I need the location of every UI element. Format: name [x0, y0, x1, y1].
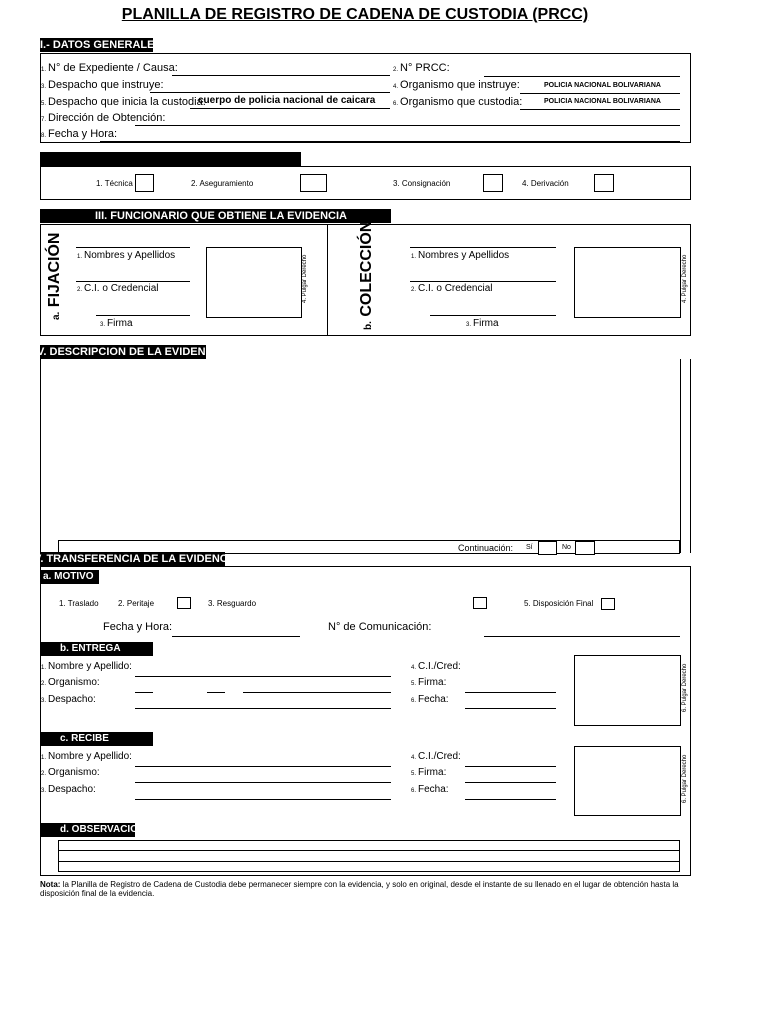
organismo-instruye-value: POLICIA NACIONAL BOLIVARIANA — [544, 82, 661, 89]
field-nro-prcc: 2. N° PRCC: — [393, 62, 450, 74]
recibe-despacho-label: 3. Despacho: — [41, 784, 96, 795]
recibe-fecha-input[interactable] — [465, 799, 556, 800]
entrega-organismo-label: 2. Organismo: — [41, 677, 100, 688]
recibe-thumbprint-box[interactable] — [574, 746, 681, 816]
recibe-firma-input[interactable] — [465, 782, 556, 783]
entrega-ci-label: 4. C.I./Cred: — [411, 661, 461, 672]
entrega-firma-label: 5. Firma: — [411, 677, 447, 688]
observaciones-header: d. OBSERVACIONES — [40, 823, 135, 837]
fijacion-nombres-label: 1. Nombres y Apellidos — [77, 250, 176, 261]
entrega-header: b. ENTREGA — [40, 642, 153, 656]
option-consignacion-label: 3. Consignación — [393, 179, 451, 188]
comunicacion-input[interactable] — [484, 636, 680, 637]
coleccion-pulgar-label: 4. Pulgar Derecho — [682, 254, 688, 303]
continuacion-no-checkbox[interactable] — [575, 541, 595, 555]
direccion-input[interactable] — [135, 125, 680, 126]
fijacion-nombres-top-line — [76, 247, 190, 248]
coleccion-nombres-label: 1. Nombres y Apellidos — [411, 250, 510, 261]
recibe-ci-label: 4. C.I./Cred: — [411, 751, 461, 762]
field-despacho-inicia: 5. Despacho que inicia la custodia: — [41, 96, 206, 108]
transfer-fecha-hora-input[interactable] — [172, 636, 300, 637]
section-3-divider — [327, 224, 328, 336]
motivo-disposicion-label: 5. Disposición Final — [524, 599, 594, 608]
organismo-instruye-input[interactable] — [520, 93, 680, 94]
fijacion-nombres-input[interactable] — [76, 281, 190, 282]
entrega-nombre-label: 1. Nombre y Apellido: — [41, 661, 132, 672]
coleccion-nombres-input[interactable] — [410, 281, 556, 282]
observaciones-line-1 — [58, 850, 680, 851]
section-4-right-border — [690, 359, 691, 553]
recibe-organismo-label: 2. Organismo: — [41, 767, 100, 778]
option-derivacion-checkbox[interactable] — [594, 174, 614, 192]
motivo-resguardo-label: 3. Resguardo — [208, 599, 257, 608]
recibe-despacho-input[interactable] — [135, 799, 391, 800]
organismo-custodia-value: POLICIA NACIONAL BOLIVARIANA — [544, 98, 661, 105]
section-5-header: V. TRANSFERENCIA DE LA EVIDENCIA — [34, 553, 239, 565]
entrega-organismo-input-2[interactable] — [207, 692, 225, 693]
page-title: PLANILLA DE REGISTRO DE CADENA DE CUSTODIA (PRCC) — [121, 6, 589, 23]
despacho-instruye-input[interactable] — [150, 92, 390, 93]
option-tecnica-checkbox[interactable] — [135, 174, 154, 192]
prcc-input[interactable] — [484, 76, 680, 77]
motivo-peritaje-checkbox[interactable] — [177, 597, 191, 609]
field-despacho-instruye: 3. Despacho que instruye: — [41, 79, 164, 91]
recibe-pulgar-label: 6. Pulgar Derecho — [682, 754, 688, 803]
section-3-header: III. FUNCIONARIO QUE OBTIENE LA EVIDENCIA — [40, 209, 391, 223]
coleccion-label: b. COLECCIÓN — [358, 220, 375, 330]
continuacion-label: Continuación: — [458, 543, 514, 553]
fijacion-pulgar-label: 4. Pulgar Derecho — [302, 254, 308, 303]
fijacion-label: a. FIJACIÓN — [46, 232, 63, 320]
fijacion-thumbprint-box[interactable] — [206, 247, 302, 318]
option-consignacion-checkbox[interactable] — [483, 174, 503, 192]
despacho-inicia-value: cuerpo de policia nacional de caicara — [198, 95, 376, 106]
fijacion-firma-label: 3. Firma — [100, 318, 133, 329]
observaciones-box[interactable] — [58, 840, 680, 872]
motivo-4-checkbox[interactable] — [473, 597, 487, 609]
field-expediente: 1. N° de Expediente / Causa: — [41, 62, 178, 74]
section-4-inner-right-border — [680, 359, 681, 553]
recibe-nombre-label: 1. Nombre y Apellido: — [41, 751, 132, 762]
recibe-organismo-input[interactable] — [135, 782, 391, 783]
continuacion-si-checkbox[interactable] — [538, 541, 557, 555]
motivo-traslado-label: 1. Traslado — [59, 599, 99, 608]
entrega-organismo-input-1[interactable] — [135, 692, 153, 693]
entrega-fecha-input[interactable] — [465, 708, 556, 709]
entrega-firma-input[interactable] — [465, 692, 556, 693]
motivo-peritaje-label: 2. Peritaje — [118, 599, 155, 608]
field-direccion: 7. Dirección de Obtención: — [41, 112, 166, 124]
entrega-thumbprint-box[interactable] — [574, 655, 681, 726]
section-1-header: I.- DATOS GENERALES — [40, 39, 162, 51]
option-tecnica-label: 1. Técnica — [96, 179, 133, 188]
field-organismo-custodia: 6. Organismo que custodia: — [393, 96, 523, 108]
field-organismo-instruye: 4. Organismo que instruye: — [393, 79, 520, 91]
option-aseguramiento-label: 2. Aseguramiento — [191, 179, 254, 188]
coleccion-nombres-top-line — [410, 247, 556, 248]
continuacion-no-label: No — [562, 544, 571, 551]
despacho-inicia-input[interactable] — [190, 108, 390, 109]
entrega-despacho-label: 3. Despacho: — [41, 694, 96, 705]
section-2-header — [40, 152, 301, 166]
option-aseguramiento-checkbox[interactable] — [300, 174, 327, 192]
coleccion-thumbprint-box[interactable] — [574, 247, 681, 318]
entrega-despacho-input[interactable] — [135, 708, 391, 709]
fijacion-ci-label: 2. C.I. o Credencial — [77, 283, 159, 294]
recibe-nombre-input[interactable] — [135, 766, 391, 767]
coleccion-ci-input[interactable] — [430, 315, 556, 316]
evidence-description-area[interactable] — [41, 360, 679, 540]
entrega-organismo-input-3[interactable] — [243, 692, 391, 693]
recibe-ci-input[interactable] — [465, 766, 556, 767]
transfer-fecha-hora-label: Fecha y Hora: — [103, 621, 173, 633]
fijacion-ci-input[interactable] — [96, 315, 190, 316]
observaciones-line-2 — [58, 861, 680, 862]
field-fecha-hora: 8. Fecha y Hora: — [41, 128, 118, 140]
option-derivacion-label: 4. Derivación — [522, 179, 569, 188]
entrega-fecha-label: 6. Fecha: — [411, 694, 449, 705]
coleccion-ci-label: 2. C.I. o Credencial — [411, 283, 493, 294]
footnote: Nota: la Planilla de Registro de Cadena de Custodia debe permanecer siempre con la evidencia, y solo en original, desde el instante de su llenado en el lugar de obtención hasta la disposición final de la evidencia. — [40, 880, 679, 898]
expediente-input[interactable] — [172, 75, 390, 76]
comunicacion-label: N° de Comunicación: — [328, 621, 432, 633]
section-4-header: IV. DESCRIPCION DE LA EVIDENCIA — [34, 346, 225, 358]
recibe-firma-label: 5. Firma: — [411, 767, 447, 778]
motivo-disposicion-checkbox[interactable] — [601, 598, 615, 610]
entrega-pulgar-label: 6. Pulgar Derecho — [682, 663, 688, 712]
organismo-custodia-input[interactable] — [520, 109, 680, 110]
recibe-fecha-label: 6. Fecha: — [411, 784, 449, 795]
coleccion-firma-label: 3. Firma — [466, 318, 499, 329]
continuacion-si-label: Sí — [526, 544, 533, 551]
entrega-nombre-input[interactable] — [135, 676, 391, 677]
recibe-header: c. RECIBE — [40, 732, 153, 746]
fecha-hora-input[interactable] — [100, 141, 680, 142]
motivo-header: a. MOTIVO — [40, 570, 99, 584]
